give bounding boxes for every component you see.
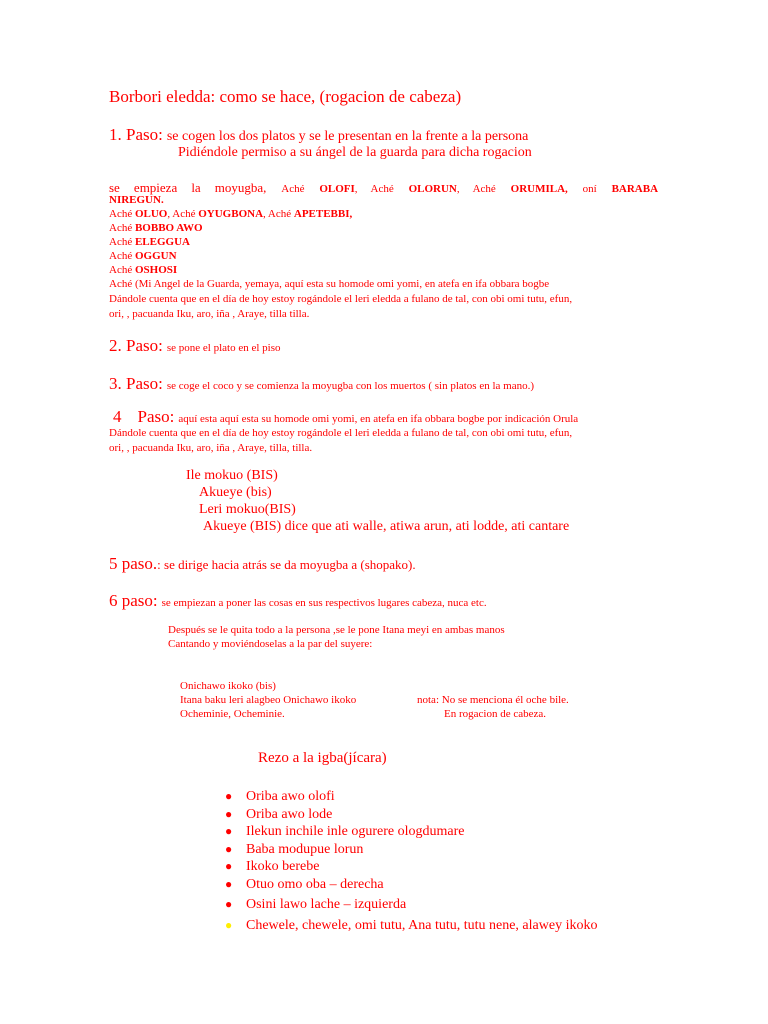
name-oshosi: OSHOSI bbox=[134, 264, 178, 276]
moyugba-line-9: Dándole cuenta que en el día de hoy estoy rogándole el leri eledda a fulano de tal, con obi omi tutu, efun, bbox=[109, 293, 573, 305]
name-oluo: OLUO bbox=[134, 208, 168, 220]
step-1-text: se cogen los dos platos y se le presentan en la frente a la persona bbox=[166, 129, 529, 144]
after-line-1: Después se le quita todo a la persona ,se le pone Itana meyi en ambas manos bbox=[168, 624, 505, 636]
rezo-list bbox=[222, 788, 597, 934]
bullet-icon: ● bbox=[225, 917, 233, 932]
ache-text: Aché bbox=[109, 208, 133, 220]
bullet-icon: ● bbox=[225, 824, 233, 838]
name-niregun: NIREGUN. bbox=[109, 194, 164, 206]
bullet-icon: ● bbox=[225, 789, 233, 803]
list-item bbox=[222, 823, 597, 841]
step-5-text: : se dirige hacia atrás se da moyugba a (shopako). bbox=[157, 557, 416, 572]
ache-text: , Aché bbox=[456, 183, 496, 195]
list-item bbox=[222, 876, 597, 894]
bullet-icon: ● bbox=[225, 859, 233, 873]
list-item bbox=[222, 806, 597, 824]
name-orumila: ORUMILA, bbox=[510, 183, 568, 195]
document-title: Borbori eledda: como se hace, (rogacion de cabeza) bbox=[109, 87, 462, 106]
bullet-icon: ● bbox=[225, 806, 233, 821]
moyugba-line-8: Aché (Mi Angel de la Guarda, yemaya, aquí esta su homode omi yomi, en atefa en ifa obbara bogbe bbox=[109, 278, 550, 290]
name-eleggua: ELEGGUA bbox=[134, 236, 190, 248]
bullet-icon: ● bbox=[225, 897, 233, 911]
moyugba-line-4 bbox=[109, 222, 203, 234]
moyugba-line-3 bbox=[109, 208, 352, 220]
ache-text: Aché bbox=[109, 264, 133, 276]
step-6 bbox=[109, 591, 487, 611]
moyugba-line-1 bbox=[109, 179, 658, 197]
step-4-text: aquí esta aquí esta su homode omi yomi, en atefa en ifa obbara bogbe por indicación Orula bbox=[178, 413, 579, 425]
step-6-label: 6 paso: bbox=[109, 591, 158, 610]
name-baraba: BARABA bbox=[611, 183, 659, 195]
moyugba-line-6 bbox=[109, 250, 177, 262]
ache-text: Aché bbox=[109, 250, 133, 262]
ache-text: Aché bbox=[109, 222, 133, 234]
step-3 bbox=[109, 374, 534, 394]
list-item-text: Otuo omo oba – derecha bbox=[246, 876, 384, 892]
step-1 bbox=[109, 125, 528, 145]
list-item-text: Osini lawo lache – izquierda bbox=[246, 897, 407, 912]
step-4-number: 4 bbox=[113, 407, 122, 426]
name-apetebbi: APETEBBI, bbox=[293, 208, 353, 220]
step-5 bbox=[109, 554, 416, 574]
moyugba-line-5 bbox=[109, 236, 190, 248]
note-line-1: nota: No se menciona él oche bile. bbox=[417, 694, 569, 706]
step-1-line-2: Pidiéndole permiso a su ángel de la guarda para dicha rogacion bbox=[178, 145, 532, 160]
step-2 bbox=[109, 336, 280, 356]
note-line-2: En rogacion de cabeza. bbox=[444, 708, 546, 720]
ache-text: , Aché bbox=[354, 183, 394, 195]
step-5-label: 5 paso. bbox=[109, 554, 158, 573]
list-item-text: Baba modupue lorun bbox=[246, 841, 364, 857]
chant-line-4: Akueye (BIS) dice que ati walle, atiwa arun, ati lodde, ati cantare bbox=[203, 519, 570, 534]
moyugba-lead: se empieza la moyugba, bbox=[109, 180, 267, 195]
list-item-text: Chewele, chewele, omi tutu, Ana tutu, tutu nene, alawey ikoko bbox=[246, 917, 598, 933]
step-4-line-3: ori, , pacuanda Iku, aro, iña , Araye, tilla, tilla. bbox=[109, 442, 313, 454]
moyugba-line-2 bbox=[109, 194, 164, 206]
step-1-label: 1. Paso: bbox=[109, 125, 163, 144]
moyugba-line-7 bbox=[109, 264, 177, 276]
moyugba-line-10: ori, , pacuanda Iku, aro, iña , Araye, tilla tilla. bbox=[109, 308, 310, 320]
list-item bbox=[222, 858, 597, 876]
step-6-text: se empiezan a poner las cosas en sus respectivos lugares cabeza, nuca etc. bbox=[161, 597, 487, 609]
list-item-text: Ikoko berebe bbox=[246, 859, 320, 874]
list-item bbox=[222, 896, 597, 914]
ache-text: Aché bbox=[109, 236, 133, 248]
name-olofi: OLOFI bbox=[319, 183, 355, 195]
name-oyugbona: OYUGBONA bbox=[198, 208, 264, 220]
list-item-text: Ilekun inchile inle ogurere ologdumare bbox=[246, 824, 465, 839]
step-3-label: 3. Paso: bbox=[109, 374, 163, 393]
list-item bbox=[222, 917, 597, 935]
chant-line-1: Ile mokuo (BIS) bbox=[186, 468, 278, 483]
chant-line-2: Akueye (bis) bbox=[199, 485, 272, 500]
ache-text: Aché bbox=[281, 183, 305, 195]
song-line-3: Ocheminie, Ocheminie. bbox=[180, 708, 285, 720]
bullet-icon: ● bbox=[225, 841, 233, 856]
list-item bbox=[222, 841, 597, 859]
list-item bbox=[222, 788, 597, 806]
oni-text: oní bbox=[582, 183, 597, 195]
step-4-line-2: Dándole cuenta que en el día de hoy estoy rogándole el leri eledda a fulano de tal, con obi omi tutu, efun, bbox=[109, 427, 573, 439]
list-item-text: Oriba awo olofi bbox=[246, 789, 335, 804]
rezo-title: Rezo a la igba(jícara) bbox=[258, 750, 387, 766]
chant-line-3: Leri mokuo(BIS) bbox=[199, 502, 296, 517]
ache-text: , Aché bbox=[167, 208, 196, 220]
name-bobbo-awo: BOBBO AWO bbox=[134, 222, 203, 234]
after-line-2: Cantando y moviéndoselas a la par del suyere: bbox=[168, 638, 373, 650]
step-3-text: se coge el coco y se comienza la moyugba con los muertos ( sin platos en la mano.) bbox=[166, 380, 535, 392]
name-oggun: OGGUN bbox=[134, 250, 177, 262]
bullet-icon: ● bbox=[225, 876, 233, 891]
step-4-label: Paso: bbox=[137, 407, 175, 426]
ache-text: , Aché bbox=[263, 208, 292, 220]
step-2-label: 2. Paso: bbox=[109, 336, 163, 355]
song-line-2: Itana baku leri alagbeo Onichawo ikoko bbox=[180, 694, 357, 706]
song-line-1: Onichawo ikoko (bis) bbox=[180, 680, 276, 692]
step-4 bbox=[113, 407, 578, 427]
list-item-text: Oriba awo lode bbox=[246, 806, 333, 822]
step-2-text: se pone el plato en el piso bbox=[166, 342, 281, 354]
name-olorun: OLORUN bbox=[408, 183, 457, 195]
